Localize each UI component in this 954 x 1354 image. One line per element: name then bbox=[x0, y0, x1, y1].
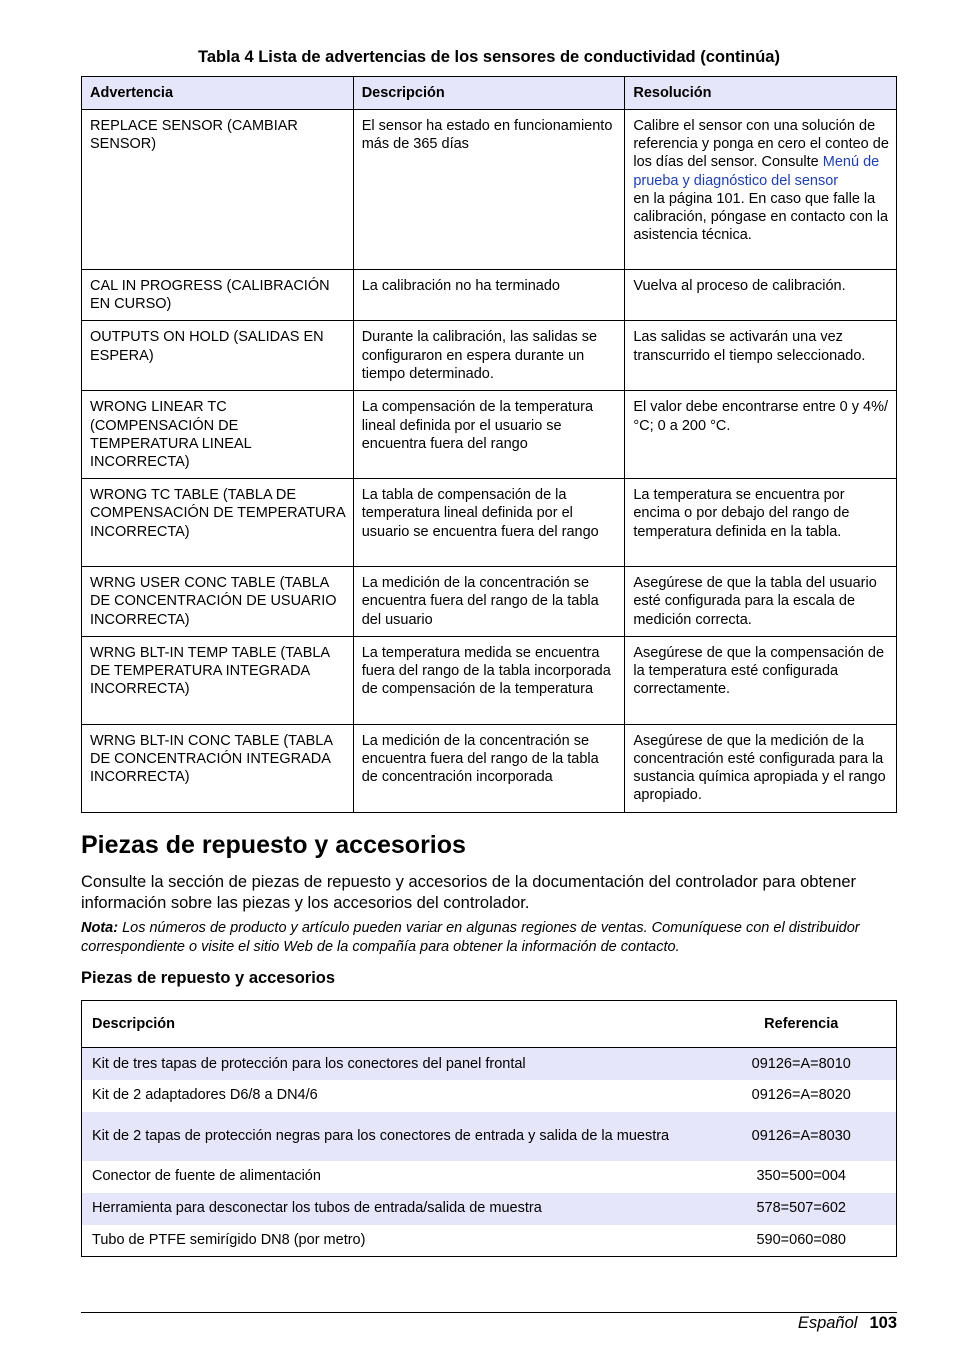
table-row bbox=[82, 567, 897, 637]
description-cell: La tabla de compensación de la temperatura lineal definida por el usuario se encuentra fuera del rango bbox=[353, 479, 625, 567]
resolution-cell bbox=[625, 110, 897, 270]
header-descripcion: Descripción bbox=[82, 1001, 707, 1048]
description-cell: La calibración no ha terminado bbox=[353, 270, 625, 321]
parts-table bbox=[81, 1000, 897, 1257]
part-reference: 09126=A=8020 bbox=[751, 1087, 851, 1104]
table-row bbox=[82, 1112, 897, 1161]
table-row bbox=[82, 391, 897, 479]
warning-cell: WRNG BLT-IN CONC TABLE (TABLA DE CONCENTRACIÓN INTEGRADA INCORRECTA) bbox=[82, 724, 354, 812]
description-cell: La medición de la concentración se encuentra fuera del rango de la tabla del usuario bbox=[353, 567, 625, 637]
table-row bbox=[82, 1080, 897, 1112]
footer-language: Español bbox=[797, 1314, 858, 1332]
resolution-text: en la página 101. En caso que falle la calibración, póngase en contacto con la asistencia técnica. bbox=[633, 190, 889, 244]
description-cell: La compensación de la temperatura lineal definida por el usuario se encuentra fuera del rango bbox=[353, 391, 625, 479]
warning-cell: WRONG LINEAR TC (COMPENSACIÓN DE TEMPERATURA LINEAL INCORRECTA) bbox=[82, 391, 354, 479]
table-row bbox=[82, 1161, 897, 1193]
warning-cell: OUTPUTS ON HOLD (SALIDAS EN ESPERA) bbox=[82, 321, 354, 391]
table-row bbox=[82, 321, 897, 391]
resolution-cell: Vuelva al proceso de calibración. bbox=[625, 270, 897, 321]
table-row bbox=[82, 270, 897, 321]
part-description: Tubo de PTFE semirígido DN8 (por metro) bbox=[92, 1232, 366, 1249]
parts-subheading: Piezas de repuesto y accesorios bbox=[81, 969, 336, 987]
description-cell: El sensor ha estado en funcionamiento más de 365 días bbox=[353, 110, 625, 270]
warning-cell: CAL IN PROGRESS (CALIBRACIÓN EN CURSO) bbox=[82, 270, 354, 321]
part-description: Conector de fuente de alimentación bbox=[92, 1168, 321, 1185]
intro-paragraph: Consulte la sección de piezas de repuesto y accesorios de la documentación del controlador para obtener información sobre las piezas y los accesorios del controlador. bbox=[81, 873, 857, 912]
note-label: Nota: bbox=[81, 920, 119, 936]
part-reference: 350=500=004 bbox=[756, 1168, 846, 1185]
table-row bbox=[82, 479, 897, 567]
resolution-cell: Las salidas se activarán una vez transcurrido el tiempo seleccionado. bbox=[625, 321, 897, 391]
note-paragraph bbox=[81, 919, 897, 956]
part-reference: 590=060=080 bbox=[756, 1232, 846, 1249]
part-description: Herramienta para desconectar los tubos de entrada/salida de muestra bbox=[82, 1193, 707, 1225]
note-text: Los números de producto y artículo pueden variar en algunas regiones de ventas. Comuníquese con el distribuidor correspondiente o visite el sitio Web de la compañía para obtener la información de contacto. bbox=[81, 920, 860, 955]
footer-divider bbox=[81, 1312, 897, 1313]
table-row bbox=[82, 636, 897, 724]
table-caption: Tabla 4 Lista de advertencias de los sensores de conductividad (continúa) bbox=[198, 48, 780, 66]
table-row bbox=[82, 110, 897, 270]
resolution-cell: Asegúrese de que la medición de la concentración esté configurada para la sustancia química apropiada y el rango apropiado. bbox=[625, 724, 897, 812]
resolution-text: Calibre el sensor con una solución de referencia y ponga en cero el conteo de los días del sensor. Consulte bbox=[633, 118, 889, 171]
resolution-cell: Asegúrese de que la compensación de la temperatura esté configurada correctamente. bbox=[625, 636, 897, 724]
header-resolucion: Resolución bbox=[625, 77, 897, 110]
sensor-diagnostics-link[interactable]: Menú de prueba y diagnóstico del sensor bbox=[633, 154, 880, 189]
header-referencia: Referencia bbox=[707, 1001, 897, 1048]
warning-cell: REPLACE SENSOR (CAMBIAR SENSOR) bbox=[82, 110, 354, 270]
part-reference: 09126=A=8030 bbox=[707, 1112, 897, 1161]
resolution-cell: El valor debe encontrarse entre 0 y 4%/°C; 0 a 200 °C. bbox=[625, 391, 897, 479]
page-footer bbox=[798, 1313, 897, 1333]
part-reference: 09126=A=8010 bbox=[707, 1048, 897, 1080]
description-cell: La medición de la concentración se encuentra fuera del rango de la tabla de concentración incorporada bbox=[353, 724, 625, 812]
part-description: Kit de tres tapas de protección para los conectores del panel frontal bbox=[82, 1048, 707, 1080]
part-description: Kit de 2 tapas de protección negras para los conectores de entrada y salida de la muestra bbox=[82, 1112, 707, 1161]
resolution-cell: La temperatura se encuentra por encima o por debajo del rango de temperatura definida en la tabla. bbox=[625, 479, 897, 567]
table-row bbox=[82, 1193, 897, 1225]
warning-cell: WRONG TC TABLE (TABLA DE COMPENSACIÓN DE TEMPERATURA INCORRECTA) bbox=[82, 479, 354, 567]
page-number: 103 bbox=[869, 1314, 897, 1332]
header-advertencia: Advertencia bbox=[82, 77, 354, 110]
table-header-row bbox=[82, 77, 897, 110]
table-row bbox=[82, 724, 897, 812]
part-reference: 578=507=602 bbox=[707, 1193, 897, 1225]
description-cell: Durante la calibración, las salidas se configuraron en espera durante un tiempo determinado. bbox=[353, 321, 625, 391]
warning-cell: WRNG BLT-IN TEMP TABLE (TABLA DE TEMPERATURA INTEGRADA INCORRECTA) bbox=[82, 636, 354, 724]
resolution-cell: Asegúrese de que la tabla del usuario esté configurada para la escala de medición correcta. bbox=[625, 567, 897, 637]
header-descripcion: Descripción bbox=[353, 77, 625, 110]
parts-header-row bbox=[82, 1001, 897, 1048]
description-cell: La temperatura medida se encuentra fuera del rango de la tabla incorporada de compensación de la temperatura bbox=[353, 636, 625, 724]
section-title: Piezas de repuesto y accesorios bbox=[81, 831, 466, 859]
warning-cell: WRNG USER CONC TABLE (TABLA DE CONCENTRACIÓN DE USUARIO INCORRECTA) bbox=[82, 567, 354, 637]
table-row bbox=[82, 1225, 897, 1257]
part-description: Kit de 2 adaptadores D6/8 a DN4/6 bbox=[92, 1087, 318, 1104]
warnings-table bbox=[81, 76, 897, 813]
table-row bbox=[82, 1048, 897, 1080]
